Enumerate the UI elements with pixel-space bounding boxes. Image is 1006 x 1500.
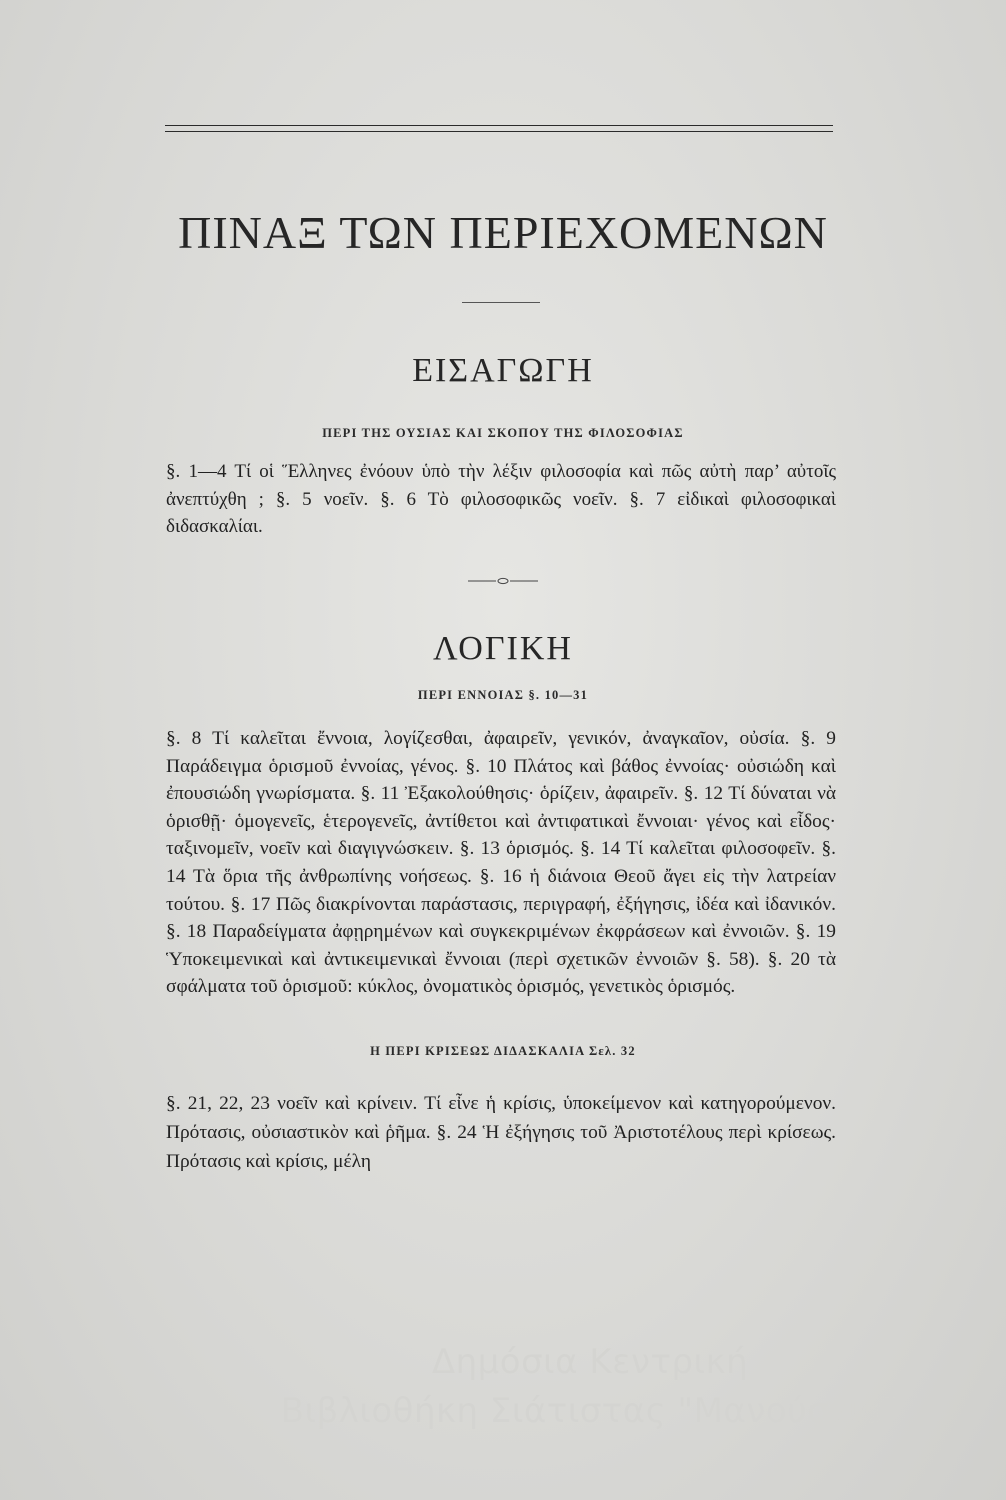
section-subheading-judgment: Η ΠΕΡΙ ΚΡΙΣΕΩΣ ΔΙΔΑΣΚΑΛΙΑ Σελ. 32: [370, 1044, 636, 1058]
top-rule-thin: [165, 131, 833, 132]
ornament-divider-icon: [468, 577, 538, 585]
paragraph-logic: §. 8 Τί καλεῖται ἔννοια, λογίζεσθαι, ἀφαιρεῖν, γενικόν, ἀναγκαῖον, οὐσία. §. 9 Παράδειγμα ὁρισμοῦ ἐννοίας, γένος. §. 10 Πλάτος καὶ βάθος ἐννοίας· οὐσιώδη καὶ ἐπουσιώδη γνωρίσματα. §. 11 Ἐξακολούθησις· ὁρίζειν, ἀφαιρεῖν. §. 12 Τί δύναται νὰ ὁρισθῇ· ὁμογενεῖς, ἑτερογενεῖς, ἀντίθετοι καὶ ἀντιφατικαὶ ἔννοιαι· γένος καὶ εἶδος· ταξινομεῖν, νοεῖν καὶ διαγιγνώσκειν. §. 13 ὁρισμός. §. 14 Τί καλεῖται φιλοσοφεῖν. §. 14 Τὰ ὅρια τῆς ἀνθρωπίνης νοήσεως. §. 16 ἡ διάνοια Θεοῦ ἄγει εἰς τὴν λατρείαν τούτου. §. 17 Πῶς διακρίνονται παράστασις, περιγραφή, ἐξήγησις, ἰδέα καὶ ἰδανικόν. §. 18 Παραδείγματα ἀφῃρημένων καὶ συγκεκριμένων ἐκφράσεων καὶ ἐννοιῶν. §. 19 Ὑποκειμενικαὶ καὶ ἀντικειμενικαὶ ἔννοιαι (περὶ σχετικῶν ἐννοιῶν §. 58). §. 20 τὰ σφάλματα τοῦ ὁρισμοῦ: κύκλος, ὀνοματικὸς ὁρισμός, γενετικὸς ὁρισμός.: [166, 728, 836, 998]
section-subheading-introduction: ΠΕΡΙ ΤΗΣ ΟΥΣΙΑΣ ΚΑΙ ΣΚΟΠΟΥ ΤΗΣ ΦΙΛΟΣΟΦΙΑΣ: [322, 426, 684, 440]
page-title: ΠΙΝΑΞ ΤΩΝ ΠΕΡΙΕΧΟΜΕΝΩΝ: [178, 207, 828, 258]
paragraph-judgment: §. 21, 22, 23 νοεῖν καὶ κρίνειν. Τί εἶνε ἡ κρίσις, ὑποκείμενον καὶ κατηγορούμενον. Πρότασις, οὐσιαστικὸν καὶ ῥῆμα. §. 24 Ἡ ἐξήγησις τοῦ Ἀριστοτέλους περὶ κρίσεως. Πρότασις καὶ κρίσις, μέλη: [166, 1093, 836, 1172]
library-watermark-line2: Βιβλιοθήκη Σιάτιστας "Μανούσεια": [280, 1391, 900, 1431]
top-rule: [165, 125, 833, 126]
paragraph-introduction: §. 1—4 Τί οἱ Ἕλληνες ἐνόουν ὑπὸ τὴν λέξιν φιλοσοφία καὶ πῶς αὐτὴ παρ’ αὐτοῖς ἀνεπτύχθη ; §. 5 νοεῖν. §. 6 Τὸ φιλοσοφικῶς νοεῖν. §. 7 εἰδικαὶ φιλοσοφικαὶ διδασκαλίαι.: [166, 461, 836, 538]
title-divider: [462, 302, 540, 303]
section-heading-logic: ΛΟΓΙΚΗ: [433, 630, 573, 667]
section-subheading-logic: ΠΕΡΙ ΕΝΝΟΙΑΣ §. 10—31: [417, 688, 589, 702]
library-watermark-line1: Δημόσια Κεντρική: [431, 1342, 749, 1382]
section-heading-introduction: ΕΙΣΑΓΩΓΗ: [412, 352, 594, 389]
